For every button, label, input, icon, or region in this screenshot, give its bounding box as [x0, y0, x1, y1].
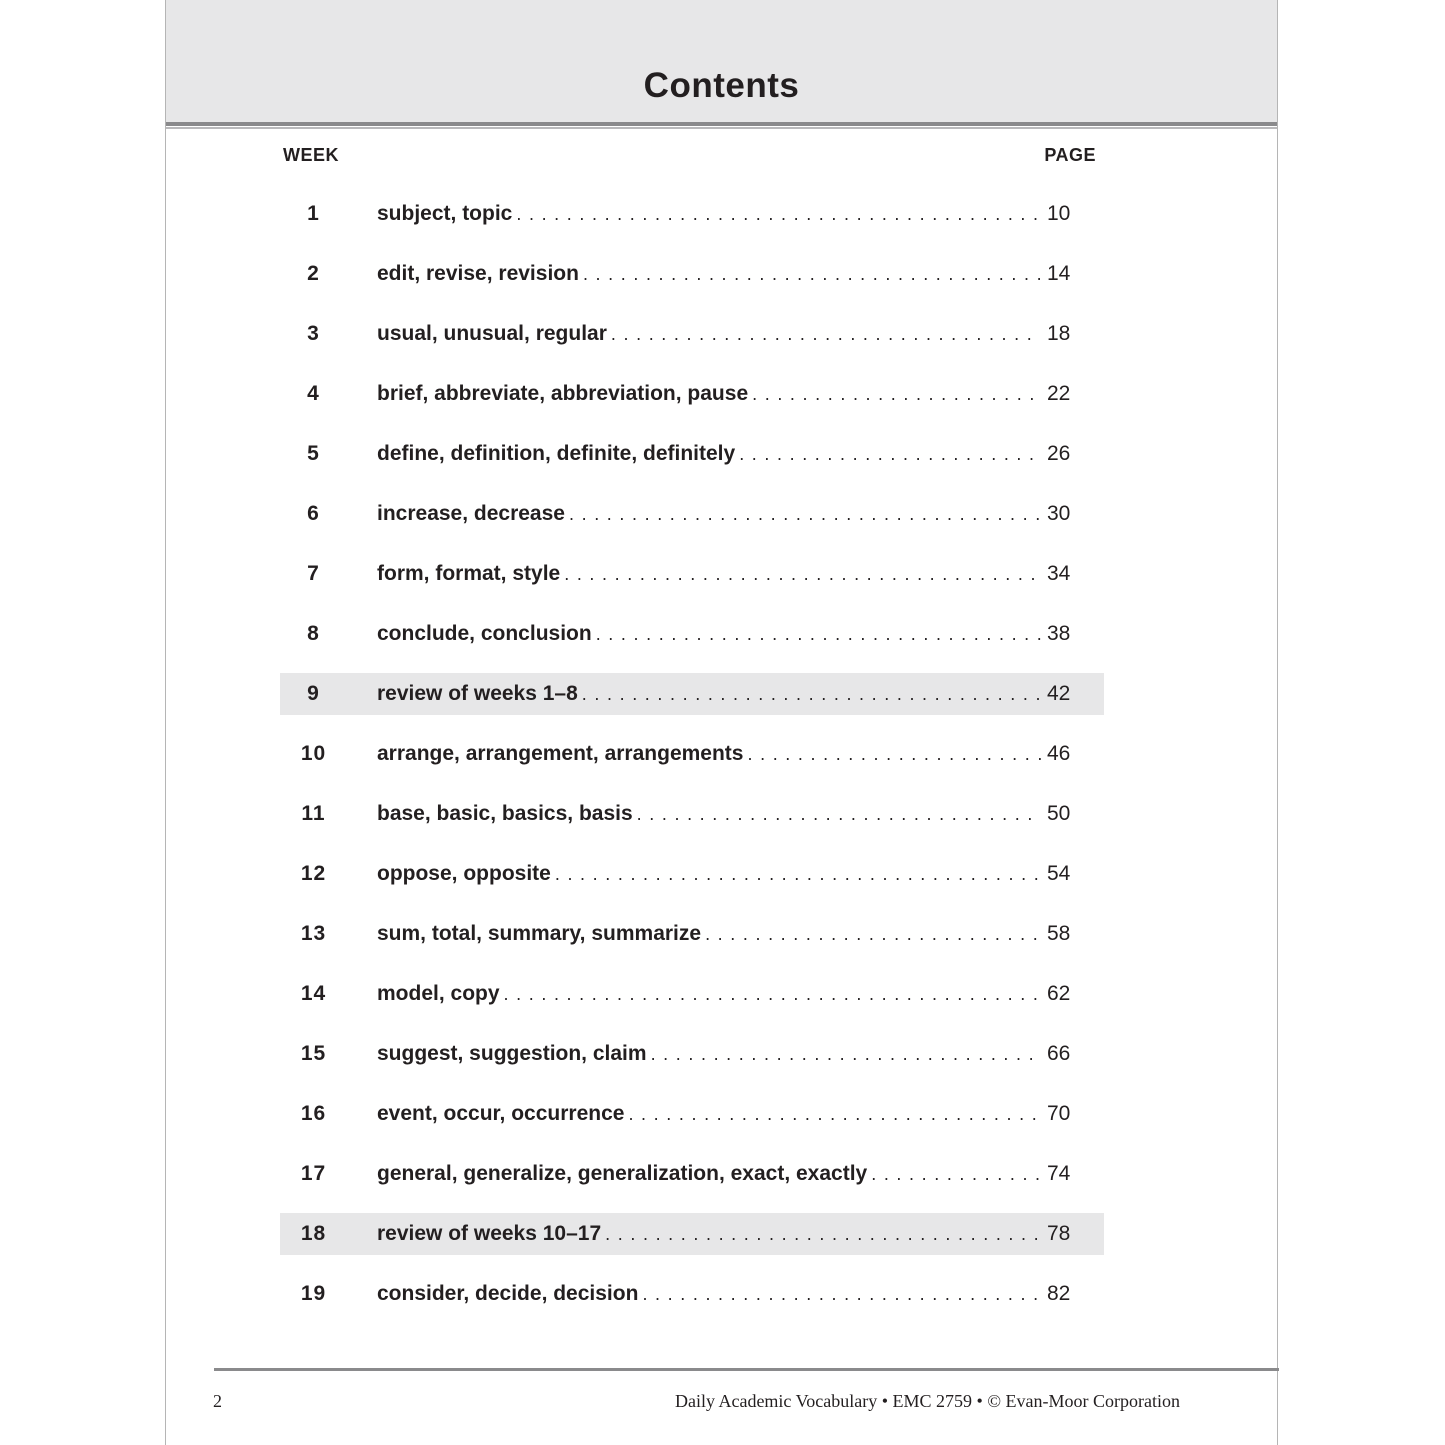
dot-leader — [752, 384, 1041, 405]
footer-page-number: 2 — [213, 1391, 222, 1411]
page-number: 46 — [1047, 742, 1071, 765]
dot-leader — [871, 1164, 1041, 1185]
week-number: 3 — [307, 322, 320, 345]
vocabulary-words: subject, topic — [377, 202, 513, 225]
toc-entry — [377, 502, 1077, 526]
toc-entry — [377, 622, 1077, 646]
vocabulary-words: review of weeks 10–17 — [377, 1222, 602, 1245]
toc-entry — [377, 382, 1077, 406]
footer-credit: Daily Academic Vocabulary • EMC 2759 • © Evan-Moor Corporation — [674, 1391, 1180, 1411]
toc-entry — [377, 202, 1077, 226]
vocabulary-words: brief, abbreviate, abbreviation, pause — [377, 382, 749, 405]
toc-entry — [377, 562, 1077, 586]
page-number: 30 — [1047, 502, 1071, 525]
vocabulary-words: form, format, style — [377, 562, 561, 585]
page-number: 14 — [1047, 262, 1071, 285]
toc-entry — [377, 682, 1077, 706]
dot-leader — [739, 444, 1041, 465]
toc-row — [280, 604, 1104, 664]
vocabulary-words: edit, revise, revision — [377, 262, 579, 285]
toc-row — [280, 424, 1104, 484]
vocabulary-words: model, copy — [377, 982, 500, 1005]
page-number: 66 — [1047, 1042, 1071, 1065]
toc-entry — [377, 802, 1077, 826]
page-number: 34 — [1047, 562, 1071, 585]
toc-row — [280, 304, 1104, 364]
dot-leader — [747, 744, 1041, 765]
dot-leader — [569, 504, 1041, 525]
page-number: 82 — [1047, 1282, 1071, 1305]
page-number: 50 — [1047, 802, 1071, 825]
week-number: 18 — [300, 1222, 327, 1245]
week-number: 2 — [307, 262, 320, 285]
toc-entry — [377, 1162, 1077, 1186]
header-rule — [166, 122, 1277, 126]
dot-leader — [605, 1224, 1041, 1245]
page-number: 38 — [1047, 622, 1071, 645]
week-number: 14 — [300, 982, 327, 1005]
toc-row — [280, 1024, 1104, 1084]
toc-row — [280, 844, 1104, 904]
toc-row — [280, 544, 1104, 604]
week-number: 16 — [300, 1102, 327, 1125]
toc-entry — [377, 982, 1077, 1006]
dot-leader — [555, 864, 1041, 885]
week-number: 8 — [307, 622, 320, 645]
vocabulary-words: oppose, opposite — [377, 862, 551, 885]
page-number: 22 — [1047, 382, 1071, 405]
page-number: 10 — [1047, 202, 1071, 225]
toc-entry — [377, 322, 1077, 346]
week-number: 11 — [301, 802, 326, 825]
document-page — [165, 0, 1278, 1445]
page-number: 62 — [1047, 982, 1071, 1005]
vocabulary-words: increase, decrease — [377, 502, 565, 525]
week-column-header: WEEK — [283, 145, 339, 165]
week-number: 19 — [300, 1282, 327, 1305]
page-title: Contents — [643, 66, 800, 105]
header-rule-thin — [166, 127, 1277, 129]
toc-entry — [377, 1222, 1077, 1246]
page-number: 58 — [1047, 922, 1071, 945]
vocabulary-words: event, occur, occurrence — [377, 1102, 625, 1125]
page-number: 42 — [1047, 682, 1071, 705]
vocabulary-words: review of weeks 1–8 — [377, 682, 578, 705]
week-number: 6 — [307, 502, 320, 525]
dot-leader — [582, 684, 1041, 705]
week-number: 4 — [307, 382, 320, 405]
dot-leader — [628, 1104, 1041, 1125]
toc-row — [280, 364, 1104, 424]
week-number: 5 — [307, 442, 320, 465]
toc-row — [280, 964, 1104, 1024]
toc-entry — [377, 742, 1077, 766]
toc-entry — [377, 922, 1077, 946]
week-number: 1 — [307, 202, 320, 225]
toc-row — [280, 1264, 1104, 1324]
vocabulary-words: suggest, suggestion, claim — [377, 1042, 647, 1065]
toc-row — [280, 244, 1104, 304]
toc-row — [280, 184, 1104, 244]
toc-entry — [377, 1282, 1077, 1306]
vocabulary-words: general, generalize, generalization, exact, exactly — [377, 1162, 868, 1185]
toc-row — [280, 484, 1104, 544]
week-number: 13 — [300, 922, 327, 945]
week-number: 15 — [300, 1042, 327, 1065]
dot-leader — [642, 1284, 1041, 1305]
toc-entry — [377, 442, 1077, 466]
dot-leader — [651, 1044, 1041, 1065]
vocabulary-words: sum, total, summary, summarize — [377, 922, 702, 945]
page-column-header: PAGE — [1044, 145, 1096, 165]
toc-entry — [377, 1102, 1077, 1126]
page-number: 78 — [1047, 1222, 1071, 1245]
week-number: 9 — [307, 682, 320, 705]
toc-row — [280, 784, 1104, 844]
toc-entry — [377, 262, 1077, 286]
toc-review-row — [280, 673, 1104, 715]
toc-review-row — [280, 1213, 1104, 1255]
toc-row — [280, 1084, 1104, 1144]
page-number: 70 — [1047, 1102, 1071, 1125]
page-number: 54 — [1047, 862, 1071, 885]
footer-rule — [214, 1368, 1279, 1371]
page-number: 18 — [1047, 322, 1071, 345]
dot-leader — [637, 804, 1041, 825]
dot-leader — [611, 324, 1041, 345]
dot-leader — [516, 204, 1041, 225]
dot-leader — [583, 264, 1041, 285]
page-number: 26 — [1047, 442, 1071, 465]
week-number: 12 — [300, 862, 327, 885]
vocabulary-words: define, definition, definite, definitely — [377, 442, 736, 465]
toc-entry — [377, 1042, 1077, 1066]
vocabulary-words: arrange, arrangement, arrangements — [377, 742, 744, 765]
toc-row — [280, 724, 1104, 784]
vocabulary-words: usual, unusual, regular — [377, 322, 607, 345]
week-number: 7 — [307, 562, 320, 585]
dot-leader — [504, 984, 1041, 1005]
week-number: 17 — [300, 1162, 327, 1185]
vocabulary-words: consider, decide, decision — [377, 1282, 639, 1305]
toc-entry — [377, 862, 1077, 886]
vocabulary-words: conclude, conclusion — [377, 622, 592, 645]
table-of-contents — [280, 184, 1104, 1324]
toc-row — [280, 904, 1104, 964]
page-number: 74 — [1047, 1162, 1071, 1185]
toc-row — [280, 1144, 1104, 1204]
dot-leader — [564, 564, 1041, 585]
week-number: 10 — [300, 742, 327, 765]
dot-leader — [596, 624, 1041, 645]
vocabulary-words: base, basic, basics, basis — [377, 802, 633, 825]
dot-leader — [705, 924, 1041, 945]
